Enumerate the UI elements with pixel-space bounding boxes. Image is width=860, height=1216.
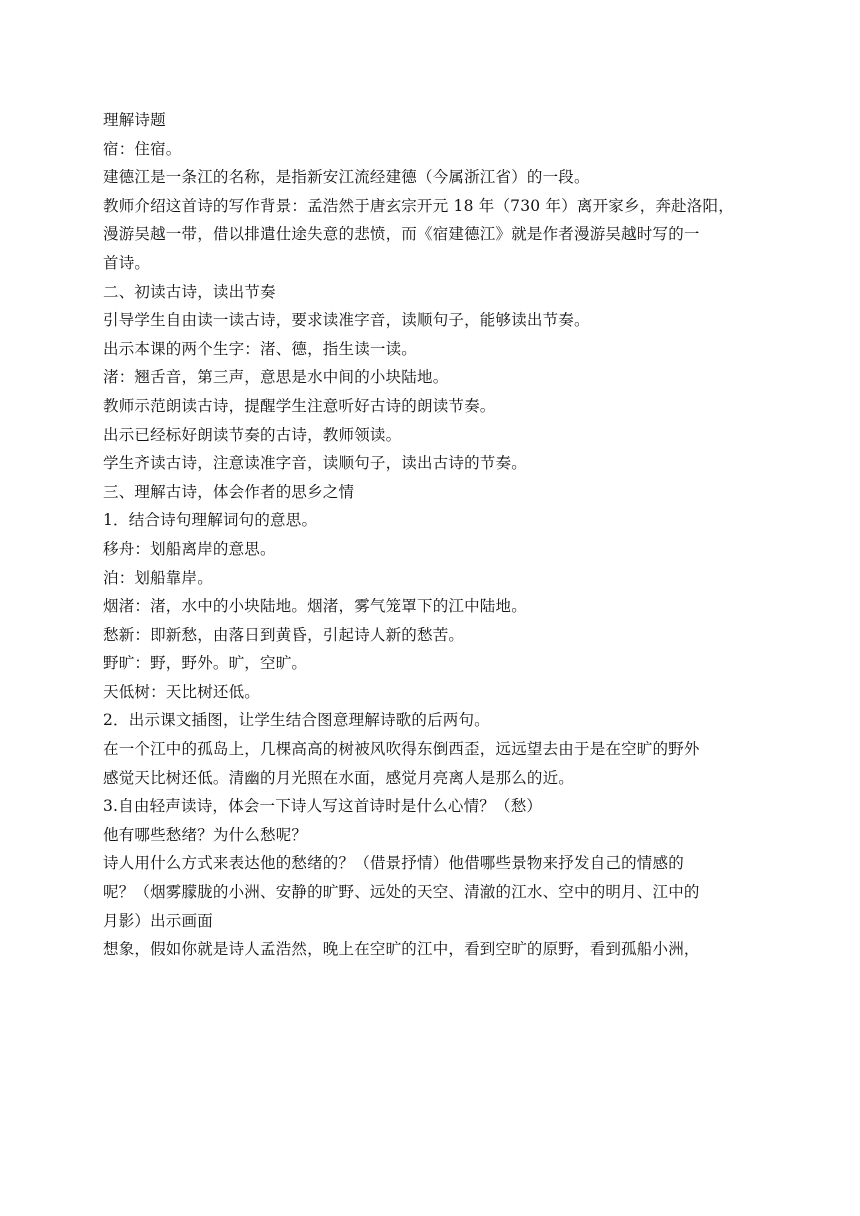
text-line: 渚：翘舌音，第三声，意思是水中间的小块陆地。 xyxy=(103,368,449,387)
text-line: 想象，假如你就是诗人孟浩然，晚上在空旷的江中，看到空旷的原野，看到孤船小洲， xyxy=(103,940,700,959)
text-line: 感觉天比树还低。清幽的月光照在水面，感觉月亮离人是那么的近。 xyxy=(103,768,575,787)
text-line: 愁新：即新愁，由落日到黄昏，引起诗人新的愁苦。 xyxy=(103,625,465,644)
text-line: 月影）出示画面 xyxy=(103,911,213,930)
section-heading-understand-poem: 三、理解古诗，体会作者的思乡之情 xyxy=(103,482,355,501)
text-line: 移舟：划船离岸的意思。 xyxy=(103,539,276,558)
text-line: 首诗。 xyxy=(103,253,151,272)
text-line: 教师介绍这首诗的写作背景：孟浩然于唐玄宗开元 18 年（730 年）离开家乡，奔赴洛阳， xyxy=(103,196,734,215)
section-heading-first-reading: 二、初读古诗，读出节奏 xyxy=(103,282,276,301)
text-line: 建德江是一条江的名称，是指新安江流经建德（今属浙江省）的一段。 xyxy=(103,168,590,187)
text-line: 野旷：野，野外。旷，空旷。 xyxy=(103,654,308,673)
text-line: 引导学生自由读一读古诗，要求读准字音，读顺句子，能够读出节奏。 xyxy=(103,311,590,330)
section-heading-understand-title: 理解诗题 xyxy=(103,111,166,129)
text-line: 在一个江中的孤岛上，几棵高高的树被风吹得东倒西歪，远远望去由于是在空旷的野外 xyxy=(103,740,700,759)
text-line: 出示本课的两个生字：渚、德，指生读一读。 xyxy=(103,339,418,358)
text-line: 烟渚：渚，水中的小块陆地。烟渚，雾气笼罩下的江中陆地。 xyxy=(103,597,527,616)
text-line: 宿：住宿。 xyxy=(103,139,182,158)
text-line: 出示已经标好朗读节奏的古诗，教师领读。 xyxy=(103,425,402,444)
text-line: 泊：划船靠岸。 xyxy=(103,568,213,587)
text-line: 他有哪些愁绪？为什么愁呢？ xyxy=(103,825,308,844)
text-line: 诗人用什么方式来表达他的愁绪的？（借景抒情）他借哪些景物来抒发自己的情感的 xyxy=(103,854,684,873)
text-line: 1．结合诗句理解词句的意思。 xyxy=(103,511,318,530)
text-line: 3.自由轻声读诗，体会一下诗人写这首诗时是什么心情？（愁） xyxy=(103,797,543,816)
document-body xyxy=(103,106,763,964)
text-line: 教师示范朗读古诗，提醒学生注意听好古诗的朗读节奏。 xyxy=(103,396,496,415)
text-line: 天低树：天比树还低。 xyxy=(103,682,261,701)
text-line: 学生齐读古诗，注意读准字音，读顺句子，读出古诗的节奏。 xyxy=(103,454,527,473)
text-line: 漫游吴越一带，借以排遣仕途失意的悲愤，而《宿建德江》就是作者漫游吴越时写的一 xyxy=(103,225,700,244)
text-line: 2．出示课文插图，让学生结合图意理解诗歌的后两句。 xyxy=(103,711,490,730)
text-line: 呢？（烟雾朦胧的小洲、安静的旷野、远处的天空、清澈的江水、空中的明月、江中的 xyxy=(103,883,700,902)
